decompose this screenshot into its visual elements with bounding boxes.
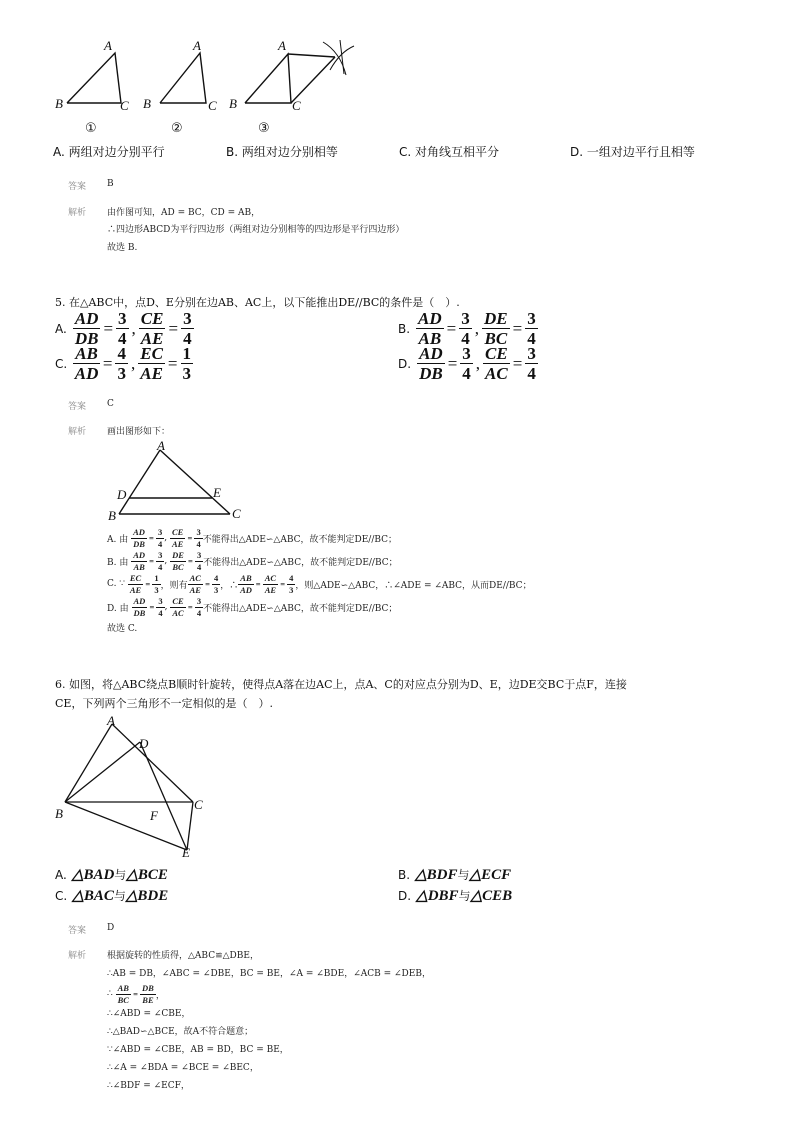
q6-fig-label-a: A	[107, 713, 115, 728]
q6-fig-label-e: E	[182, 845, 190, 860]
q5-analysis-line-a: A. 由 $\frac{AD}{DB}$ = $\frac{3}{4}$ , $\frac{CE}{AE}$ = $\frac{3}{4}$ 不能得出△ADE∽△ABC，故不能判定DE//BC；	[107, 527, 398, 549]
q4-analysis-line-2: ∴四边形ABCD为平行四边形（两组对边分别相等的四边形是平行四边形）	[107, 225, 405, 235]
q6-fig-label-f: F	[150, 808, 158, 823]
q6-answer: D	[107, 923, 115, 933]
q5-fig-label-d: D	[117, 487, 127, 502]
q6-fig-label-b: B	[55, 806, 63, 821]
fig1-label-a2: A	[193, 38, 201, 53]
q5-analysis-line-c: C. ∵ $\frac{EC}{AE}$ = $\frac{1}{3}$ ，则有 $\frac{AC}{AE}$ = $\frac{4}{3}$ ，∴ $\frac{AB}{AD}$ = $\frac{AC}{AE}$ = $\frac{4}{3}$ ，则△ADE∽△ABC，∴∠ADE = ∠ABC，从而DE//BC；	[107, 573, 532, 595]
q5-option-a: A. $\frac{AD}{DB}$ = $\frac{3}{4}$ , $\frac{CE}{AE}$ = $\frac{3}{4}$	[55, 309, 192, 348]
q5-option-d: D. $\frac{AD}{DB}$ = $\frac{3}{4}$ , $\frac{CE}{AC}$ = $\frac{3}{4}$	[398, 344, 536, 383]
q6-stem-line-2: CE，下列两个三角形不一定相似的是（ ）.	[55, 697, 273, 710]
q4-option-a: A. 两组对边分别平行	[53, 145, 165, 159]
q4-answer: B	[107, 179, 114, 189]
q5-analysis-label: 解析	[68, 427, 87, 437]
q6-rotation-figure	[50, 712, 210, 862]
fig1-caption-2: ②	[171, 121, 183, 136]
q6-analysis-line-4: ∴∠ABD = ∠CBE，	[107, 1009, 191, 1019]
q6-answer-label: 答案	[68, 926, 87, 936]
q6-fig-label-d: D	[139, 736, 149, 751]
q5-analysis-end: 故选 C.	[107, 624, 138, 634]
q6-option-d: D. △DBF与△CEB	[398, 888, 513, 904]
q6-analysis-line-1: 根据旋转的性质得，△ABC≌△DBE，	[107, 951, 259, 961]
q4-analysis-line-3: 故选 B.	[107, 243, 138, 253]
fig1-caption-1: ①	[85, 121, 97, 136]
fig1-label-c3: C	[292, 98, 301, 113]
q5-analysis-intro: 画出图形如下：	[107, 427, 171, 437]
q5-answer-label: 答案	[68, 402, 87, 412]
fig1-caption-3: ③	[258, 121, 270, 136]
q6-analysis-line-2: ∴AB = DB，∠ABC = ∠DBE，BC = BE，∠A = ∠BDE，∠ACB = ∠DEB，	[107, 969, 431, 979]
fig1-label-b2: B	[143, 96, 151, 111]
q5-answer: C	[107, 399, 114, 409]
q4-option-c: C. 对角线互相平分	[399, 145, 500, 159]
q5-fig-label-e: E	[213, 485, 221, 500]
q6-option-a: A. △BAD与△BCE	[55, 867, 168, 883]
q4-option-b: B. 两组对边分别相等	[226, 145, 338, 159]
fig1-label-c2: C	[208, 98, 217, 113]
q6-fig-label-c: C	[194, 797, 203, 812]
q5-fig-label-a: A	[157, 438, 165, 453]
q5-fig-label-c: C	[232, 506, 241, 521]
q6-analysis-line-5: ∴△BAD∽△BCE，故A不符合题意；	[107, 1027, 254, 1037]
q6-analysis-line-8: ∴∠BDF = ∠ECF，	[107, 1081, 190, 1091]
fig1-label-c1: C	[120, 98, 129, 113]
fig1-label-b3: B	[229, 96, 237, 111]
q6-analysis-line-3: ∴ $\frac{AB}{BC}$ = $\frac{DB}{BE}$ ，	[107, 983, 165, 1005]
q4-analysis-line-1: 由作图可知，AD = BC，CD = AB，	[107, 208, 261, 218]
q6-analysis-line-7: ∴∠A = ∠BDA = ∠BCE = ∠BEC，	[107, 1063, 259, 1073]
q4-analysis-label: 解析	[68, 208, 87, 218]
q6-option-b: B. △BDF与△ECF	[398, 867, 512, 883]
q5-option-c: C. $\frac{AB}{AD}$ = $\frac{4}{3}$ , $\frac{EC}{AE}$ = $\frac{1}{3}$	[55, 344, 192, 383]
q6-analysis-line-6: ∵∠ABD = ∠CBE，AB = BD，BC = BE，	[107, 1045, 289, 1055]
q6-analysis-label: 解析	[68, 951, 87, 961]
fig1-label-a1: A	[104, 38, 112, 53]
fig1-label-a3: A	[278, 38, 286, 53]
q5-stem: 5. 在△ABC中，点D、E分别在边AB、AC上，以下能推出DE//BC的条件是（ ）.	[55, 296, 460, 309]
q5-analysis-line-b: B. 由 $\frac{AD}{AB}$ = $\frac{3}{4}$ , $\frac{DE}{BC}$ = $\frac{3}{4}$ 不能得出△ADE∽△ABC，故不能判定DE//BC；	[107, 550, 398, 572]
q4-option-d: D. 一组对边平行且相等	[570, 145, 695, 159]
fig1-label-b1: B	[55, 96, 63, 111]
q5-analysis-line-d: D. 由 $\frac{AD}{DB}$ = $\frac{3}{4}$ , $\frac{CE}{AC}$ = $\frac{3}{4}$ 不能得出△ADE∽△ABC，故不能判定DE//BC；	[107, 596, 398, 618]
q5-option-b: B. $\frac{AD}{AB}$ = $\frac{3}{4}$ , $\frac{DE}{BC}$ = $\frac{3}{4}$	[398, 309, 536, 348]
q4-answer-label: 答案	[68, 182, 87, 192]
q6-option-c: C. △BAC与△BDE	[55, 888, 169, 904]
q5-fig-label-b: B	[108, 508, 116, 523]
q6-stem-line-1: 6. 如图，将△ABC绕点B顺时针旋转，使得点A落在边AC上，点A、C的对应点分别为D、E，边DE交BC于点F，连接	[55, 678, 627, 691]
